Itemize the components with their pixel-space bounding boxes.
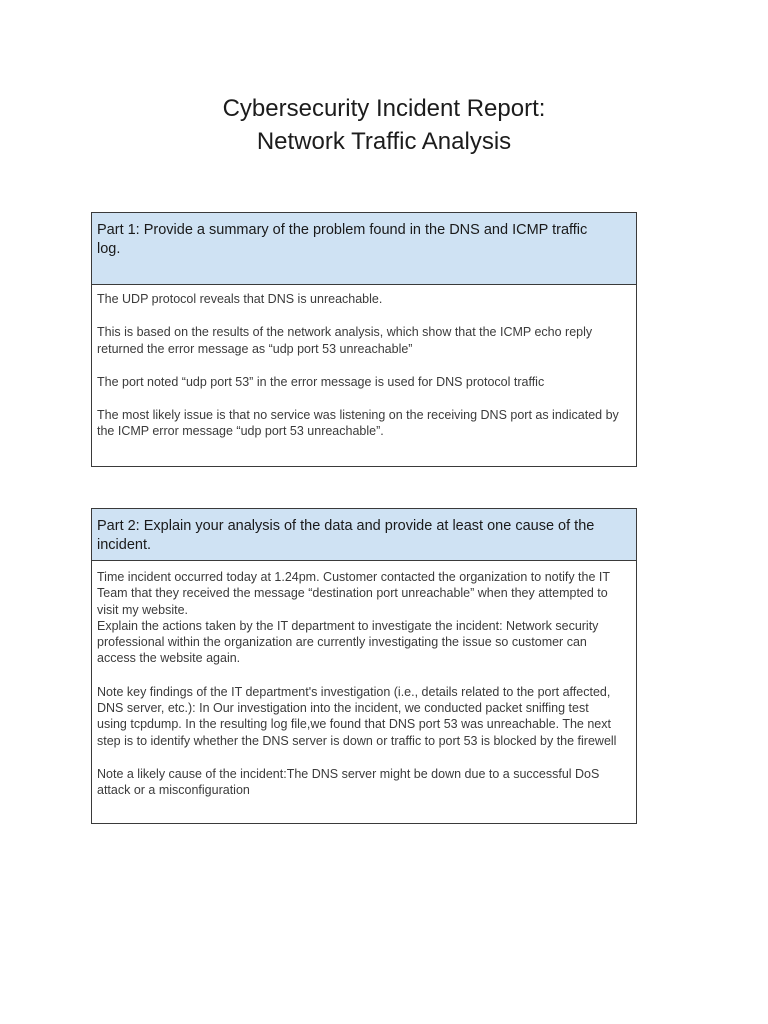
part-1-body: [92, 285, 636, 440]
part-2-paragraph: Explain the actions taken by the IT department to investigate the incident: Network security professional within the organization are currently investigating the issue so customer can access the website again.: [97, 618, 599, 666]
report-title-line-2: Network Traffic Analysis: [256, 128, 512, 155]
part-2-paragraph: Note a likely cause of the incident:The DNS server might be down due to a successful DoS attack or a misconfiguration: [97, 766, 600, 798]
part-2-body: [92, 561, 636, 799]
part-1-paragraph: The port noted “udp port 53” in the error message is used for DNS protocol traffic: [97, 374, 545, 389]
report-title-line-1: Cybersecurity Incident Report:: [222, 95, 546, 122]
part-2-paragraph: Time incident occurred today at 1.24pm. Customer contacted the organization to notify the IT Team that they received the message “destination port unreachable” when they attempted to visit my website.: [97, 570, 610, 617]
part-2-box: [91, 508, 637, 824]
part-1-paragraph: The UDP protocol reveals that DNS is unreachable.: [97, 292, 383, 306]
part-2-heading: Part 2: Explain your analysis of the data and provide at least one cause of the incident.: [92, 509, 636, 561]
report-title: [0, 92, 768, 158]
part-2-paragraph: Note key findings of the IT department's investigation (i.e., details related to the port affected, DNS server, etc.): In Our investigation into the incident, we conducted packet sniffing test using tcpdump. In the resulting log file,we found that DNS port 53 was unreachable. The next step is to identify whether the DNS server is down or traffic to port 53 is blocked by the firewell: [97, 684, 617, 748]
part-1-box: [91, 212, 637, 467]
part-1-paragraph: The most likely issue is that no service was listening on the receiving DNS port as indicated by the ICMP error message “udp port 53 unreachable”.: [97, 408, 619, 439]
part-1-paragraph: This is based on the results of the network analysis, which show that the ICMP echo reply returned the error message as “udp port 53 unreachable”: [97, 325, 593, 356]
part-1-heading: Part 1: Provide a summary of the problem found in the DNS and ICMP traffic log.: [92, 213, 636, 285]
